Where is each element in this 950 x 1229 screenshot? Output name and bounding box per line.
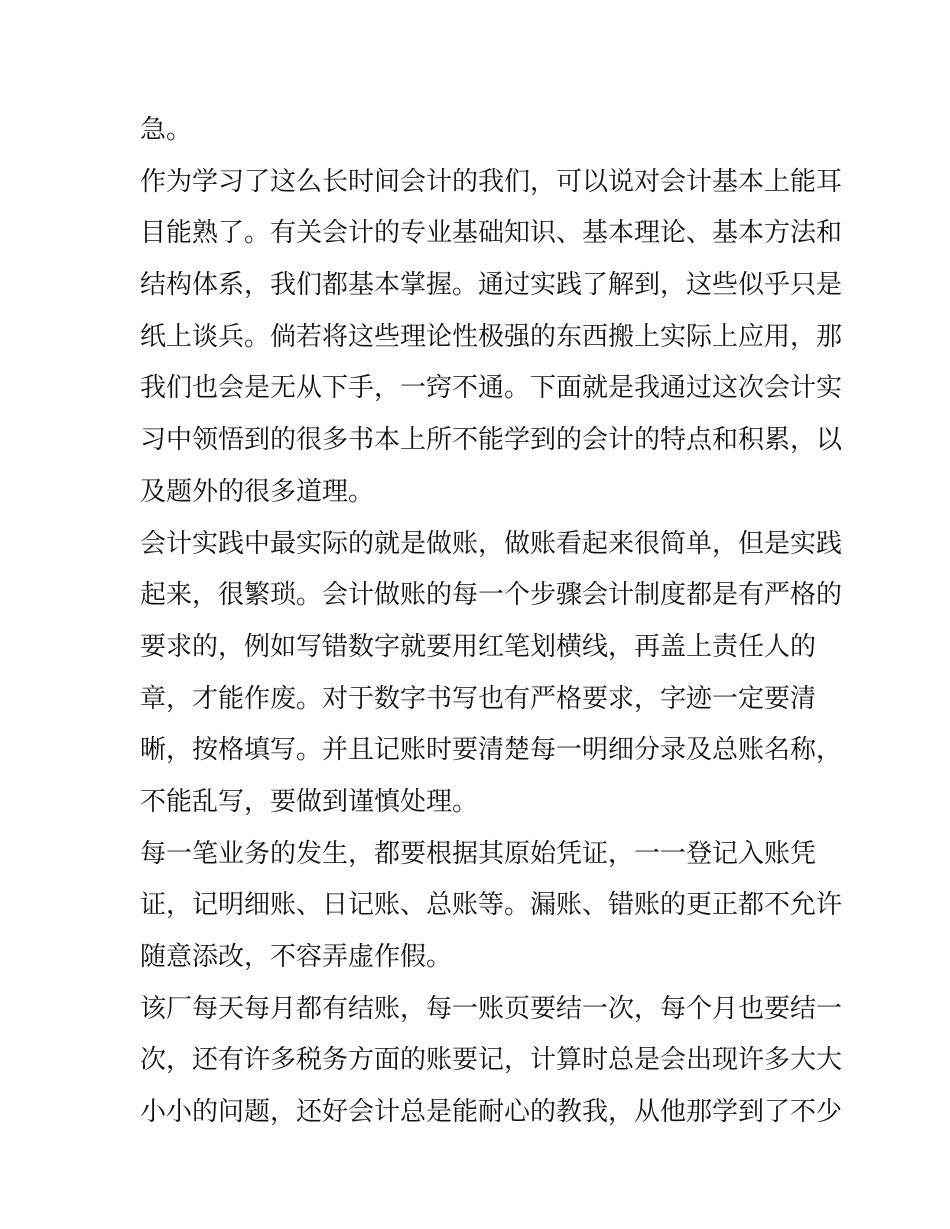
text-line: 小小的问题，还好会计总是能耐心的教我，从他那学到了不少	[140, 1097, 843, 1128]
text-line: 及题外的很多道理。	[140, 476, 375, 507]
text-line: 晰，按格填写。并且记账时要清楚每一明细分录及总账名称，	[140, 735, 843, 766]
text-line: 次，还有许多税务方面的账要记，计算时总是会出现许多大大	[140, 1045, 843, 1076]
text-line: 急。	[140, 115, 193, 145]
text-line: 证，记明细账、日记账、总账等。漏账、错账的更正都不允许	[140, 890, 843, 921]
text-line: 作为学习了这么长时间会计的我们，可以说对会计基本上能耳	[140, 166, 843, 197]
text-line: 目能熟了。有关会计的专业基础知识、基本理论、基本方法和	[140, 218, 843, 249]
text-line: 结构体系，我们都基本掌握。通过实践了解到，这些似乎只是	[140, 270, 843, 301]
text-line: 章，才能作废。对于数字书写也有严格要求，字迹一定要清	[140, 683, 817, 714]
text-line: 会计实践中最实际的就是做账，做账看起来很简单，但是实践	[140, 528, 843, 559]
text-line: 我们也会是无从下手，一窍不通。下面就是我通过这次会计实	[140, 373, 843, 404]
text-line: 每一笔业务的发生，都要根据其原始凭证，一一登记入账凭	[140, 838, 817, 869]
text-line: 习中领悟到的很多书本上所不能学到的会计的特点和积累，以	[140, 425, 843, 456]
text-line: 起来，很繁琐。会计做账的每一个步骤会计制度都是有严格的	[140, 580, 843, 611]
text-line: 不能乱写，要做到谨慎处理。	[140, 786, 479, 817]
body-text	[140, 105, 843, 1139]
text-line: 纸上谈兵。倘若将这些理论性极强的东西搬上实际上应用，那	[140, 321, 843, 352]
text-line: 随意添改，不容弄虚作假。	[140, 942, 453, 972]
text-line: 要求的，例如写错数字就要用红笔划横线，再盖上责任人的	[140, 631, 817, 662]
text-line: 该厂每天每月都有结账，每一账页要结一次，每个月也要结一	[140, 993, 843, 1024]
